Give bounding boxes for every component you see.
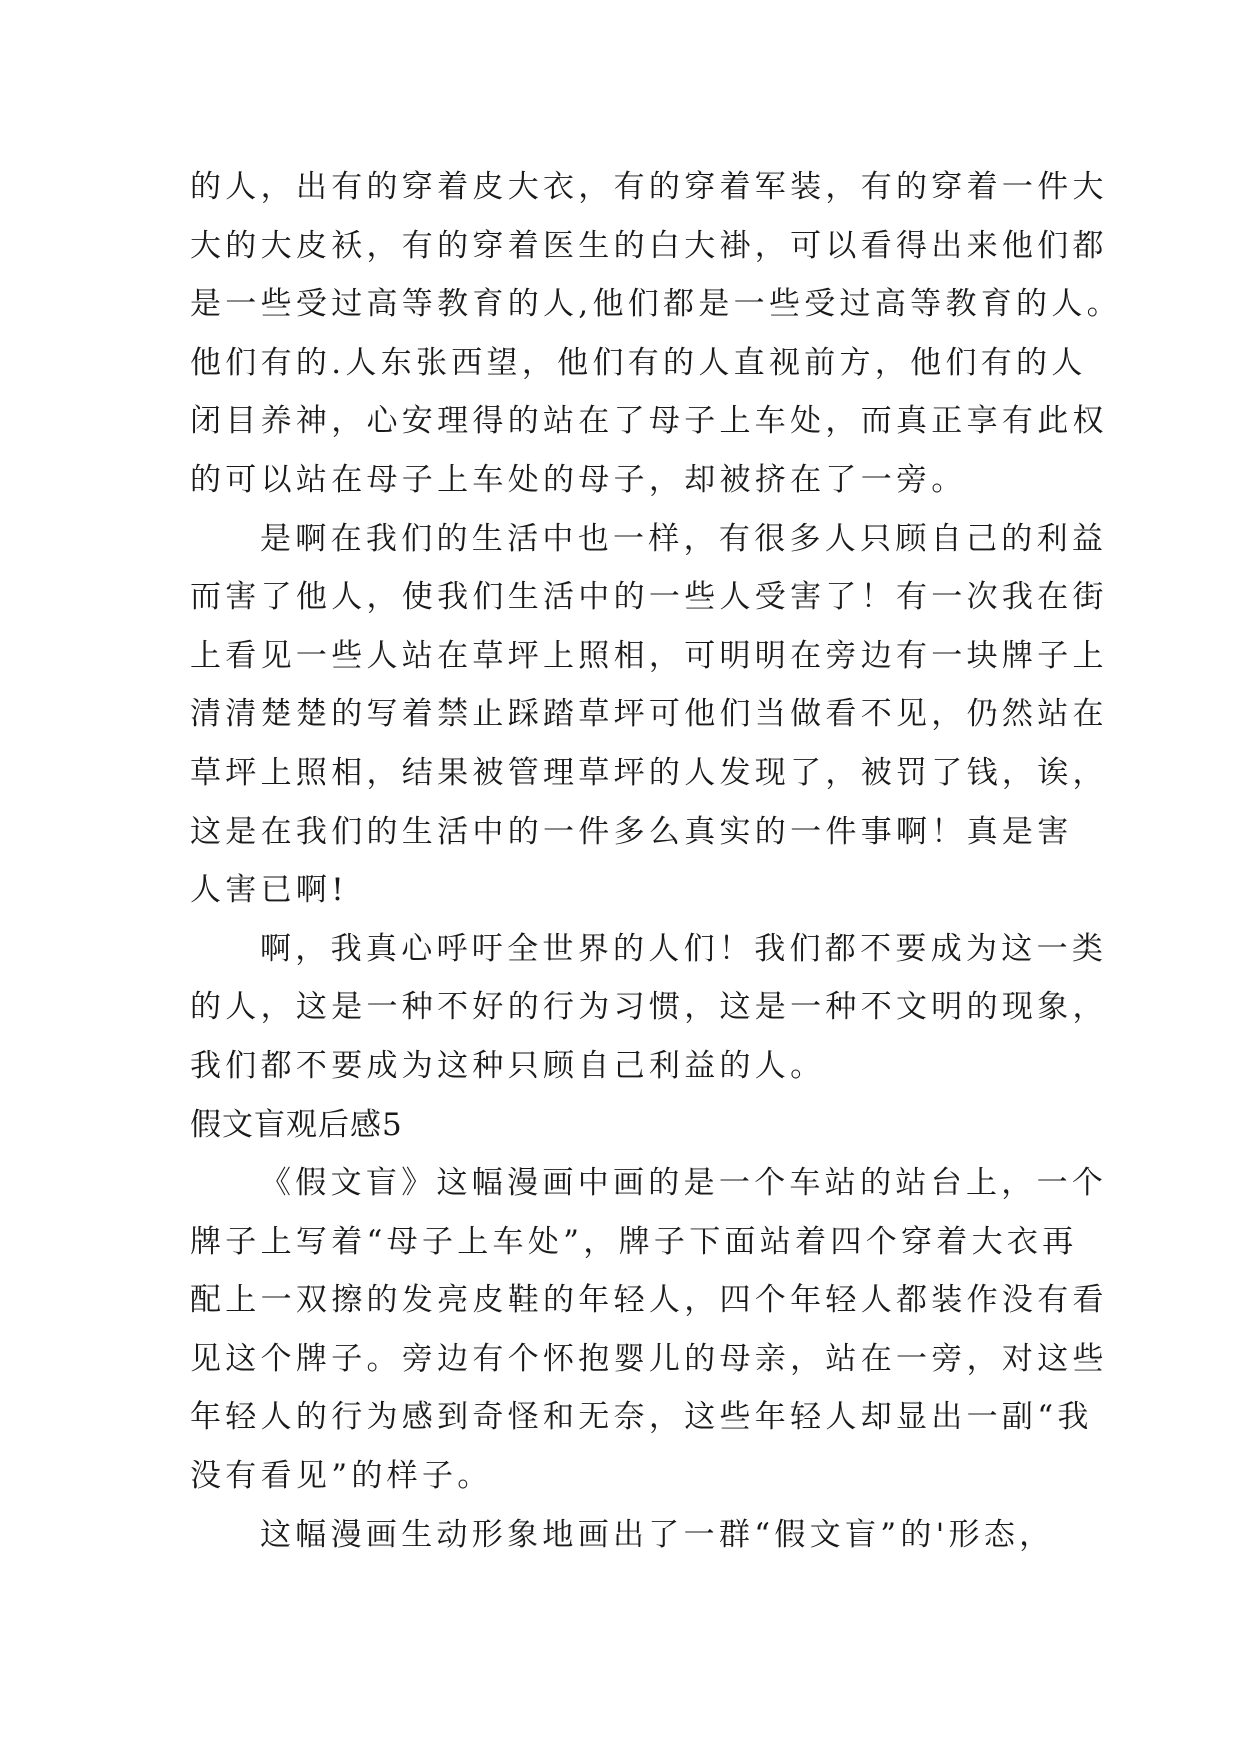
- paragraph-start-line: 《假文盲》这幅漫画中画的是一个车站的站台上，一个: [260, 1165, 1108, 1202]
- text-line: 我们都不要成为这种只顾自己利益的人。: [190, 1047, 826, 1084]
- text-line: 年轻人的行为感到奇怪和无奈，这些年轻人却显出一副“我: [190, 1399, 1093, 1436]
- text-line: 上看见一些人站在草坪上照相，可明明在旁边有一块牌子上: [190, 637, 1108, 674]
- text-line: 的人，这是一种不好的行为习惯，这是一种不文明的现象，: [190, 989, 1108, 1026]
- text-line: 没有看见”的样子。: [190, 1458, 493, 1495]
- text-line: 人害已啊!: [190, 872, 348, 909]
- text-line: 他们有的.人东张西望，他们有的人直视前方，他们有的人: [190, 344, 1087, 381]
- section-heading: 假文盲观后感5: [190, 1106, 403, 1143]
- text-line: 草坪上照相，结果被管理草坪的人发现了，被罚了钱，诶，: [190, 754, 1108, 791]
- text-line: 的人，出有的穿着皮大衣，有的穿着军装，有的穿着一件大: [190, 169, 1108, 205]
- paragraph-start-line: 这幅漫画生动形象地画出了一群“假文盲”的'形态，: [260, 1516, 1055, 1553]
- text-line: 牌子上写着“母子上车处”，牌子下面站着四个穿着大衣再: [190, 1223, 1078, 1260]
- text-line: 清清楚楚的写着禁止踩踏草坪可他们当做看不见，仍然站在: [190, 696, 1108, 733]
- text-line: 是一些受过高等教育的人,他们都是一些受过高等教育的人。: [190, 286, 1122, 323]
- text-line: 这是在我们的生活中的一件多么真实的一件事啊！真是害: [190, 813, 1073, 850]
- text-line: 闭目养神，心安理得的站在了母子上车处，而真正享有此权: [190, 403, 1108, 440]
- text-line: 见这个牌子。旁边有个怀抱婴儿的母亲，站在一旁，对这些: [190, 1340, 1108, 1377]
- text-line: 而害了他人，使我们生活中的一些人受害了！有一次我在街: [190, 579, 1108, 616]
- paragraph-start-line: 啊，我真心呼吁全世界的人们！我们都不要成为这一类: [260, 930, 1108, 967]
- paragraph-start-line: 是啊在我们的生活中也一样，有很多人只顾自己的利益: [260, 520, 1108, 557]
- text-line: 大的大皮袄，有的穿着医生的白大褂，可以看得出来他们都: [190, 227, 1108, 264]
- text-line: 的可以站在母子上车处的母子，却被挤在了一旁。: [190, 461, 967, 498]
- document-body: [190, 158, 1122, 1564]
- text-line: 配上一双擦的发亮皮鞋的年轻人，四个年轻人都装作没有看: [190, 1282, 1108, 1319]
